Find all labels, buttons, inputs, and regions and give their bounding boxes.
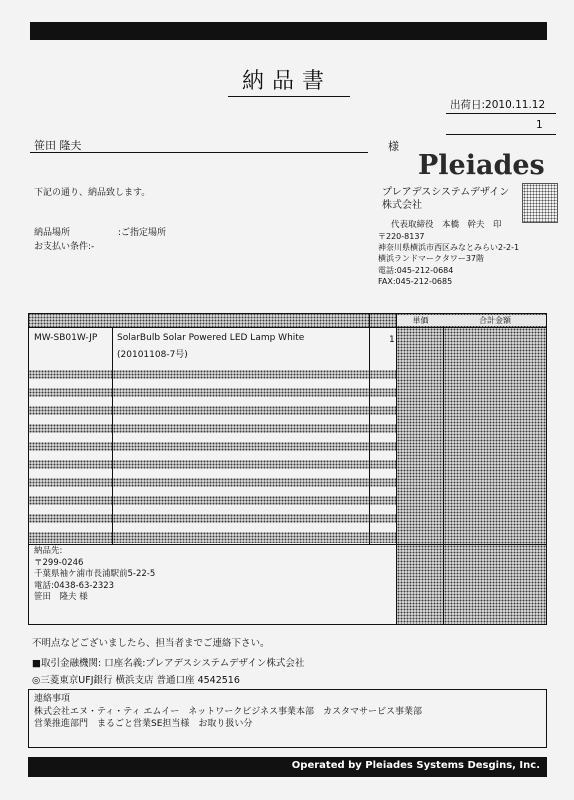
company-name-line1: プレアデスシステムデザイン [382, 187, 510, 198]
contact-line2: 営業推進部門 まるごと営業SE担当様 お取り扱い分 [34, 719, 253, 729]
intro-text: 下記の通り、納品致します。 [34, 188, 151, 198]
column-divider [112, 328, 113, 544]
inquiry-note: 不明点などございましたら、担当者までご連絡下さい。 [32, 638, 270, 649]
header-total-amount: 合計金額 [444, 315, 546, 326]
header-divider [29, 327, 546, 328]
table-footer-divider [29, 544, 546, 545]
customer-underline [30, 152, 368, 153]
footer-operated-by: Operated by Pleiades Systems Desgins, Inc. [291, 760, 540, 771]
delivery-postal: 〒299-0246 [34, 557, 84, 568]
item-order-number: (20101108-7号) [117, 350, 188, 360]
column-divider [369, 313, 370, 544]
delivery-address [34, 546, 155, 604]
company-phone: 電話:045-212-0684 [378, 265, 454, 275]
document-title: 納品書 [241, 69, 332, 94]
delivery-location-value: :ご指定場所 [118, 228, 167, 238]
ship-date-underline [446, 113, 556, 114]
delivery-street: 千葉県袖ケ浦市長浦駅前5-22-5 [34, 569, 156, 580]
delivery-phone: 電話:0438-63-2323 [34, 580, 115, 591]
contact-notes [34, 693, 422, 731]
company-seal-stamp [522, 183, 558, 223]
header-bar [30, 22, 547, 40]
page-number-underline [446, 134, 556, 135]
company-name-line2: 株式会社 [382, 200, 422, 211]
delivery-address-label: 納品先: [34, 546, 63, 556]
company-postal: 〒220-8137 [378, 232, 425, 241]
item-quantity: 1 [389, 335, 395, 345]
representative: 代表取締役 本橋 幹夫 印 [391, 220, 502, 230]
payment-terms: お支払い条件:- [34, 242, 95, 252]
page-number: 1 [536, 119, 543, 131]
company-name [382, 186, 509, 212]
contact-label: 連絡事項 [34, 694, 71, 704]
bank-account-holder: ■取引金融機関: 口座名義:プレアデスシステムデザイン株式会社 [32, 658, 305, 669]
title-underline [228, 96, 350, 97]
ship-date: 出荷日:2010.11.12 [450, 99, 546, 111]
company-logo: Pleiades [418, 150, 545, 181]
header-unit-price: 単価 [397, 315, 444, 326]
customer-name: 笹田 隆夫 [34, 139, 82, 152]
column-divider [396, 313, 397, 624]
delivery-recipient: 笹田 隆夫 様 [34, 592, 88, 603]
company-address-line2: 横浜ランドマークタワー37階 [378, 254, 485, 264]
item-code: MW-SB01W-JP [34, 333, 98, 343]
delivery-location-label: 納品場所 [34, 228, 71, 238]
bank-account-details: ◎三菱東京UFJ銀行 横浜支店 普通口座 4542516 [32, 675, 240, 686]
company-address [378, 231, 519, 287]
company-fax: FAX:045-212-0685 [378, 276, 453, 286]
item-name: SolarBulb Solar Powered LED Lamp White [117, 333, 305, 343]
honorific: 様 [388, 140, 399, 153]
company-address-line1: 神奈川県横浜市西区みなとみらい2-2-1 [378, 243, 520, 253]
column-divider [443, 313, 444, 624]
contact-line1: 株式会社エヌ・ティ・ティ エムイー ネットワークビジネス事業本部 カスタマサービス事業部 [34, 706, 422, 717]
